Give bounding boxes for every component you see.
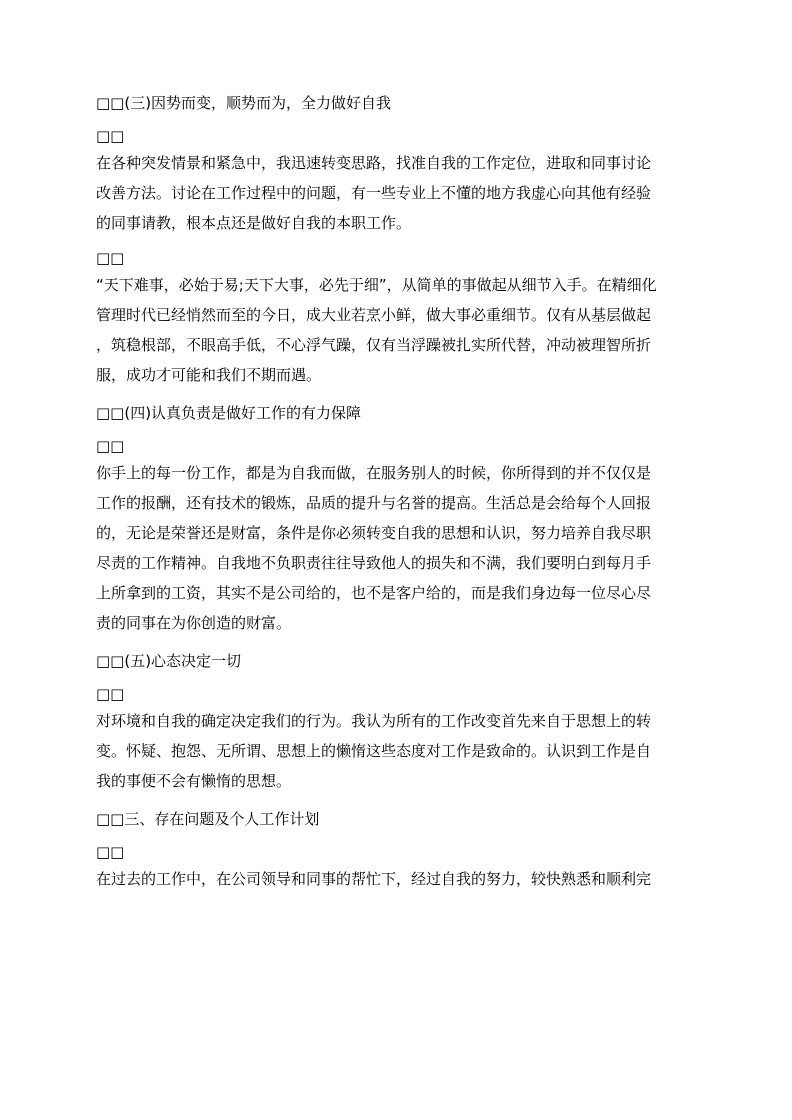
section-heading-4: □□(四)认真负责是做好工作的有力保障 bbox=[96, 404, 362, 422]
paragraph-line: “天下难事，必始于易;天下大事，必先于细”，从简单的事做起从细节入手。在精细化 bbox=[96, 276, 657, 294]
paragraph bbox=[96, 458, 696, 638]
paragraph bbox=[96, 706, 696, 796]
paragraph bbox=[96, 864, 696, 894]
paragraph-line: 尽责的工作精神。自我地不负职责往往导致他人的损失和不满，我们要明白到每月手 bbox=[96, 554, 652, 572]
paragraph-line: 责的同事在为你创造的财富。 bbox=[96, 614, 292, 632]
paragraph-line: 你手上的每一份工作，都是为自我而做，在服务别人的时候，你所得到的并不仅仅是 bbox=[96, 464, 652, 482]
paragraph-marker: □□ bbox=[96, 685, 125, 703]
paragraph-line: 管理时代已经悄然而至的今日，成大业若烹小鲜，做大事必重细节。仅有从基层做起 bbox=[96, 306, 652, 324]
paragraph-line: 改善方法。讨论在工作过程中的问题，有一些专业上不懂的地方我虚心向其他有经验 bbox=[96, 184, 652, 202]
paragraph-line: ，筑稳根部，不眼高手低，不心浮气躁，仅有当浮躁被扎实所代替，冲动被理智所折 bbox=[96, 336, 652, 354]
section-heading-issues: □□三、存在问题及个人工作计划 bbox=[96, 810, 320, 828]
section-heading-5: □□(五)心态决定一切 bbox=[96, 652, 242, 670]
paragraph-line: 我的事便不会有懒惰的思想。 bbox=[96, 772, 292, 790]
paragraph-line: 上所拿到的工资，其实不是公司给的，也不是客户给的，而是我们身边每一位尽心尽 bbox=[96, 584, 652, 602]
paragraph-marker: □□ bbox=[96, 249, 125, 267]
paragraph bbox=[96, 148, 696, 238]
paragraph-line: 的同事请教，根本点还是做好自我的本职工作。 bbox=[96, 214, 412, 232]
paragraph-line: 的，无论是荣誉还是财富，条件是你必须转变自我的思想和认识，努力培养自我尽职 bbox=[96, 524, 652, 542]
paragraph-line: 工作的报酬，还有技术的锻炼，品质的提升与名誉的提高。生活总是会给每个人回报 bbox=[96, 494, 652, 512]
paragraph-marker: □□ bbox=[96, 437, 125, 455]
section-heading-3: □□(三)因势而变，顺势而为，全力做好自我 bbox=[96, 94, 392, 112]
paragraph-marker: □□ bbox=[96, 127, 125, 145]
paragraph-line: 变。怀疑、抱怨、无所谓、思想上的懒惰这些态度对工作是致命的。认识到工作是自 bbox=[96, 742, 652, 760]
paragraph bbox=[96, 270, 696, 390]
document-page bbox=[96, 88, 696, 902]
paragraph-line: 在过去的工作中，在公司领导和同事的帮忙下，经过自我的努力，较快熟悉和顺利完 bbox=[96, 870, 652, 888]
paragraph-line: 对环境和自我的确定决定我们的行为。我认为所有的工作改变首先来自于思想上的转 bbox=[96, 712, 652, 730]
paragraph-line: 在各种突发情景和紧急中，我迅速转变思路，找准自我的工作定位，进取和同事讨论 bbox=[96, 154, 652, 172]
paragraph-marker: □□ bbox=[96, 843, 125, 861]
paragraph-line: 服，成功才可能和我们不期而遇。 bbox=[96, 366, 322, 384]
